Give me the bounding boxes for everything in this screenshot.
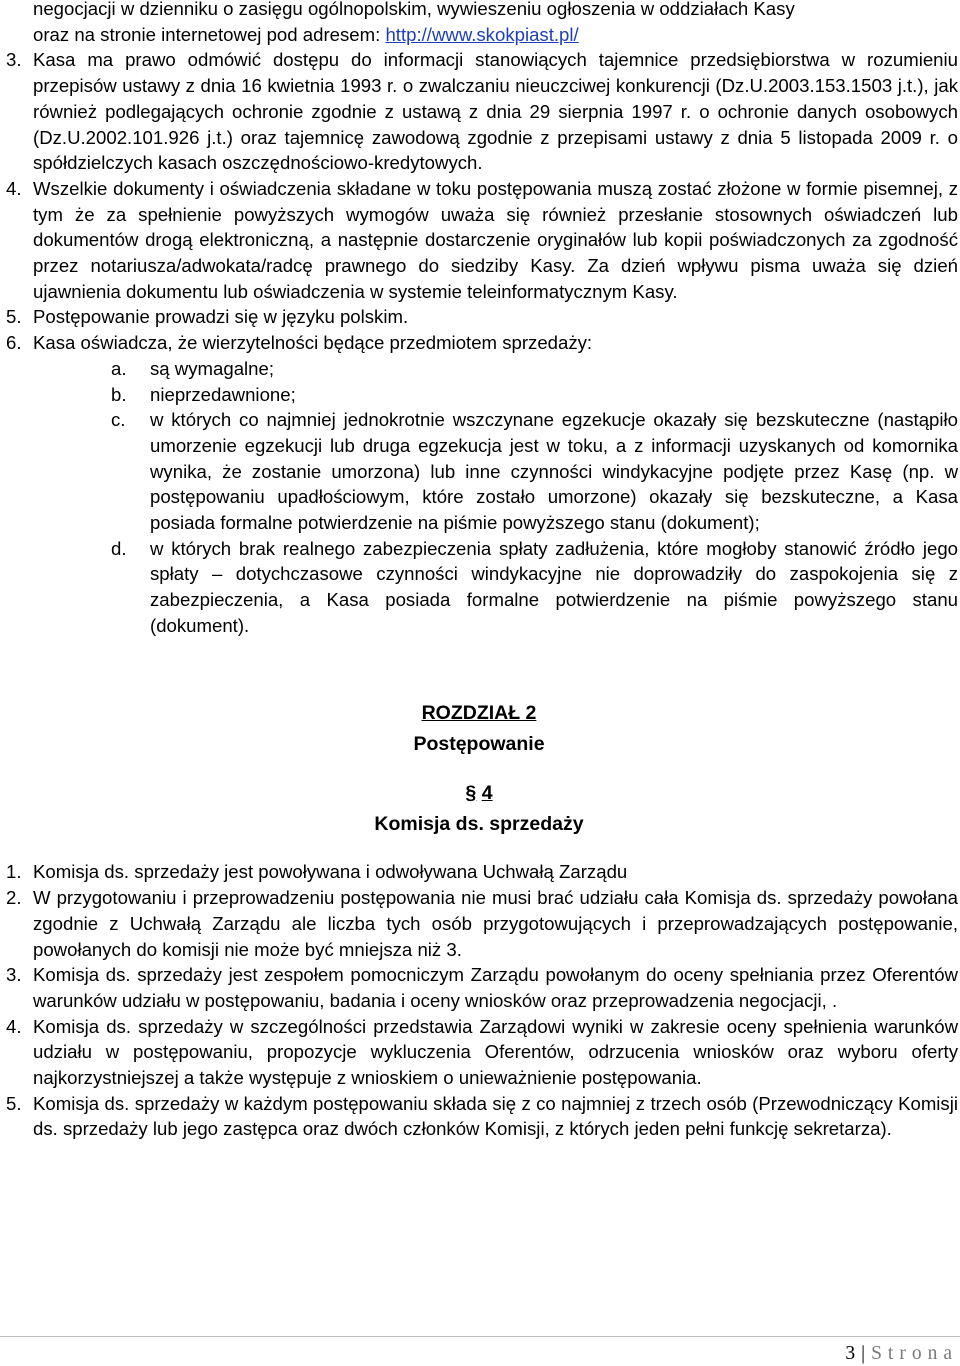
list-item-number: 3.	[6, 49, 22, 71]
list-item-number: 5.	[6, 306, 22, 328]
sub-list-item-text: są wymagalne;	[150, 357, 275, 379]
list-item	[0, 47, 958, 176]
footer-page-word: Strona	[871, 1343, 958, 1364]
list-item-number: 4.	[6, 177, 22, 199]
sub-list-item-text: nieprzedawnione;	[150, 383, 296, 405]
paragraph-num: 4	[481, 781, 493, 804]
paragraph-sign: §	[465, 781, 477, 804]
list-item-text: Komisja ds. sprzedaży w szczególności przedstawia Zarządowi wyniki w zakresie oceny spełnienia warunków udziału w postępowaniu, propozycje wykluczenia Oferentów, odrzucenia wniosków oraz wyboru oferty najkorzystniejszej a także występuje z wnioskiem o unieważnienie postępowania.	[33, 1015, 958, 1089]
list-item	[0, 304, 958, 330]
list-item-number: 6.	[6, 332, 22, 354]
list-item	[0, 885, 958, 962]
list-item-number: 2.	[6, 887, 22, 909]
sub-list-item-letter: d.	[111, 537, 127, 559]
list-item	[0, 176, 958, 305]
chapter-heading: ROZDZIAŁ 2	[421, 701, 537, 724]
paragraph-title: Komisja ds. sprzedaży	[374, 812, 584, 835]
list-item-text: W przygotowaniu i przeprowadzeniu postępowania nie musi brać udziału cała Komisja ds. sprzedaży powołana zgodnie z Uchwałą Zarządu ale liczba tych osób przygotowujących i przeprowadzających postępowanie, powołanych do komisji nie może być mniejsza niż 3.	[33, 887, 958, 960]
sub-list-item-letter: a.	[111, 357, 127, 379]
footer-separator: |	[861, 1343, 866, 1364]
list-item	[0, 1014, 958, 1091]
continued-text-line2: oraz na stronie internetowej pod adresem:	[33, 23, 386, 45]
list-item-text: Kasa ma prawo odmówić dostępu do informacji stanowiących tajemnice przedsiębiorstwa w rozumieniu przepisów ustawy z dnia 16 kwietnia 1993 r. o zwalczaniu nieuczciwej konkurencji (Dz.U.2003.153.1503 j.t.), jak również podlegających ochronie zgodnie z ustawą z dnia 29 sierpnia 1997 r. o ochronie danych osobowych (Dz.U.2002.101.926 j.t.) oraz tajemnicę zawodową zgodnie z przepisami ustawy z dnia 5 listopada 2009 r. o spółdzielczych kasach oszczędnościowo-kredytowych.	[33, 49, 958, 174]
list-item-text: Komisja ds. sprzedaży jest powoływana i odwoływana Uchwałą Zarządu	[33, 861, 628, 883]
list-section-b	[0, 859, 958, 1142]
paragraph-number	[0, 781, 958, 807]
list-item-text: Postępowanie prowadzi się w języku polskim.	[33, 306, 409, 328]
list-item-text: Komisja ds. sprzedaży w każdym postępowaniu składa się z co najmniej z trzech osób (Przewodniczący Komisji ds. sprzedaży lub jego zastępca oraz dwóch członków Komisji, z których jeden pełni funkcję sekretarza).	[33, 1092, 958, 1140]
list-item-text: Komisja ds. sprzedaży jest zespołem pomocniczym Zarządu powołanym do oceny spełniania przez Oferentów warunków udziału w postępowaniu, badania i oceny wniosków oraz przeprowadzenia negocjacji, .	[33, 964, 958, 1011]
list-item	[0, 859, 958, 885]
list-item-number: 3.	[6, 964, 22, 986]
sub-list-item	[0, 382, 958, 408]
page-footer	[845, 1343, 958, 1365]
list-item-number: 4.	[6, 1015, 22, 1037]
list-item-text: Kasa oświadcza, że wierzytelności będące przedmiotem sprzedaży:	[33, 332, 593, 354]
sub-list-item	[0, 536, 958, 639]
list-item-number: 1.	[6, 861, 22, 883]
footer-divider	[0, 1336, 960, 1337]
continued-text-line1: negocjacji w dzienniku o zasięgu ogólnopolskim, wywieszeniu ogłoszenia w oddziałach Kasy	[33, 0, 795, 19]
website-link[interactable]: http://www.skokpiast.pl/	[385, 23, 579, 45]
sub-list-item-letter: b.	[111, 383, 127, 405]
chapter-title: Postępowanie	[413, 733, 545, 756]
sub-list-item-letter: c.	[111, 409, 126, 431]
sub-list-item	[0, 356, 958, 382]
sub-list-item-text: w których co najmniej jednokrotnie wszczynane egzekucje okazały się bezskuteczne (nastąpiło umorzenie egzekucji lub druga egzekucja jest w toku, a z informacji uzyskanych od komornika wynika, że zostanie umorzona) lub inne czynności windykacyjne podjęte przez Kasę (np. w postępowaniu upadłościowym, które zostało umorzone) okazały się bezskuteczne, a Kasa posiada formalne potwierdzenie na piśmie powyższego stanu (dokument);	[150, 409, 958, 534]
page-number: 3	[845, 1343, 856, 1364]
list-item-number: 5.	[6, 1092, 22, 1114]
list-item	[0, 1091, 958, 1142]
list-item	[0, 962, 958, 1013]
continued-paragraph	[0, 0, 958, 47]
list-item	[0, 330, 958, 356]
sub-list-item-text: w których brak realnego zabezpieczenia spłaty zadłużenia, które mogłoby stanowić źródło jego spłaty – dotychczasowe czynności windykacyjne nie doprowadziły do zaspokojenia się z zabezpieczenia, a Kasa posiada formalne potwierdzenie na piśmie powyższego stanu (dokument).	[150, 537, 958, 636]
list-item-text: Wszelkie dokumenty i oświadczenia składane w toku postępowania muszą zostać złożone w formie pisemnej, z tym że za spełnienie powyższych wymogów uważa się również przesłanie stosownych oświadczeń lub dokumentów drogą elektroniczną, a następnie dostarczenie oryginałów lub kopii poświadczonych za zgodność przez notariusza/adwokata/radcę prawnego do siedziby Kasy. Za dzień wpływu pisma uważa się dzień ujawnienia dokumentu lub oświadczenia w systemie teleinformatycznym Kasy.	[33, 177, 958, 302]
sub-list-item	[0, 407, 958, 536]
list-section-a	[0, 47, 958, 638]
